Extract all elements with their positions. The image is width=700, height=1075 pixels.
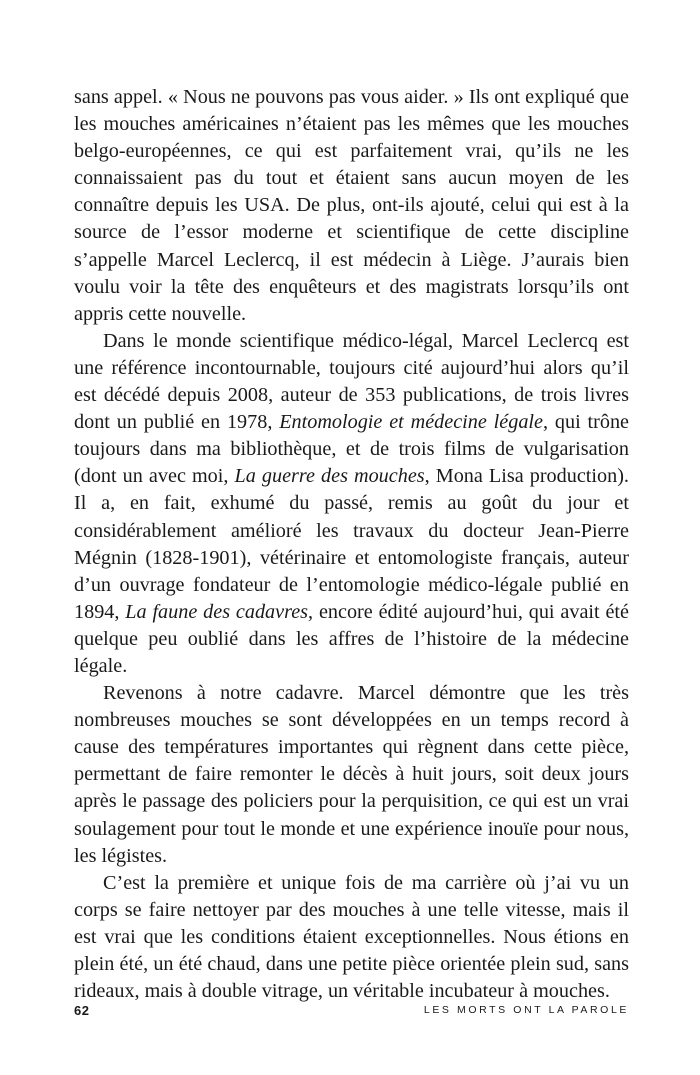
paragraph-2-text-c: , Mona Lisa production). Il a, en fait, exhumé du passé, remis au goût du jour et considérablement amélioré les travaux du docteur Jean-Pierre Mégnin (1828-1901), vétérinaire et entomologiste français, auteur d’un ouvrage fondateur de l’entomologie médico-légale publié en 1894, <box>74 465 629 623</box>
page-number: 62 <box>74 1003 90 1018</box>
paragraph-4 <box>74 870 629 1005</box>
paragraph-2 <box>74 328 629 680</box>
paragraph-2-text-b: , qui trône toujours dans ma bibliothèque, et de trois films de vulgarisation (dont un avec moi, <box>74 411 629 488</box>
body-text <box>74 84 629 1005</box>
page-footer <box>74 1003 629 1023</box>
paragraph-2-text-a: Dans le monde scientifique médico-légal, Marcel Leclercq est une référence incontournable, toujours cité aujourd’hui alors qu’il est décédé depuis 2008, auteur de 353 publications, de trois livres dont un publié en 1978, <box>74 329 629 434</box>
paragraph-1-text: sans appel. « Nous ne pouvons pas vous aider. » Ils ont expliqué que les mouches américaines n’étaient pas les mêmes que les mouches belgo-européennes, ce qui est parfaitement vrai, qu’ils ne les connaissaient pas du tout et étaient sans aucun moyen de les connaître depuis les USA. De plus, ont-ils ajouté, celui qui est à la source de l’essor moderne et scientifique de cette discipline s’appelle Marcel Leclercq, il est médecin à Liège. J’aurais bien voulu voir la tête des enquêteurs et des magistrats lorsqu’ils ont appris cette nouvelle. <box>74 86 629 325</box>
book-title-faune-des-cadavres: La faune des cadavres <box>125 600 309 623</box>
paragraph-1 <box>74 84 629 328</box>
paragraph-3-text: Revenons à notre cadavre. Marcel démontre que les très nombreuses mouches se sont développées en un temps record à cause des températures importantes qui règnent dans cette pièce, permettant de faire remonter le décès à huit jours, soit deux jours après le passage des policiers pour la perquisition, ce qui est un vrai soulagement pour tout le monde et une expérience inouïe pour nous, les légistes. <box>74 682 629 867</box>
paragraph-3 <box>74 680 629 870</box>
running-title: LES MORTS ONT LA PAROLE <box>423 1004 629 1016</box>
book-title-entomologie: Entomologie et médecine légale <box>279 411 543 434</box>
paragraph-4-text: C’est la première et unique fois de ma carrière où j’ai vu un corps se faire nettoyer par des mouches à une telle vitesse, mais il est vrai que les conditions étaient exceptionnelles. Nous étions en plein été, un été chaud, dans une petite pièce orientée plein sud, sans rideaux, mais à double vitrage, un véritable incubateur à mouches. <box>74 871 629 1003</box>
film-title-guerre-des-mouches: La guerre des mouches <box>234 465 425 488</box>
paragraph-2-text-d: , encore édité aujourd’hui, qui avait été quelque peu oublié dans les affres de l’histoire de la médecine légale. <box>74 600 630 677</box>
